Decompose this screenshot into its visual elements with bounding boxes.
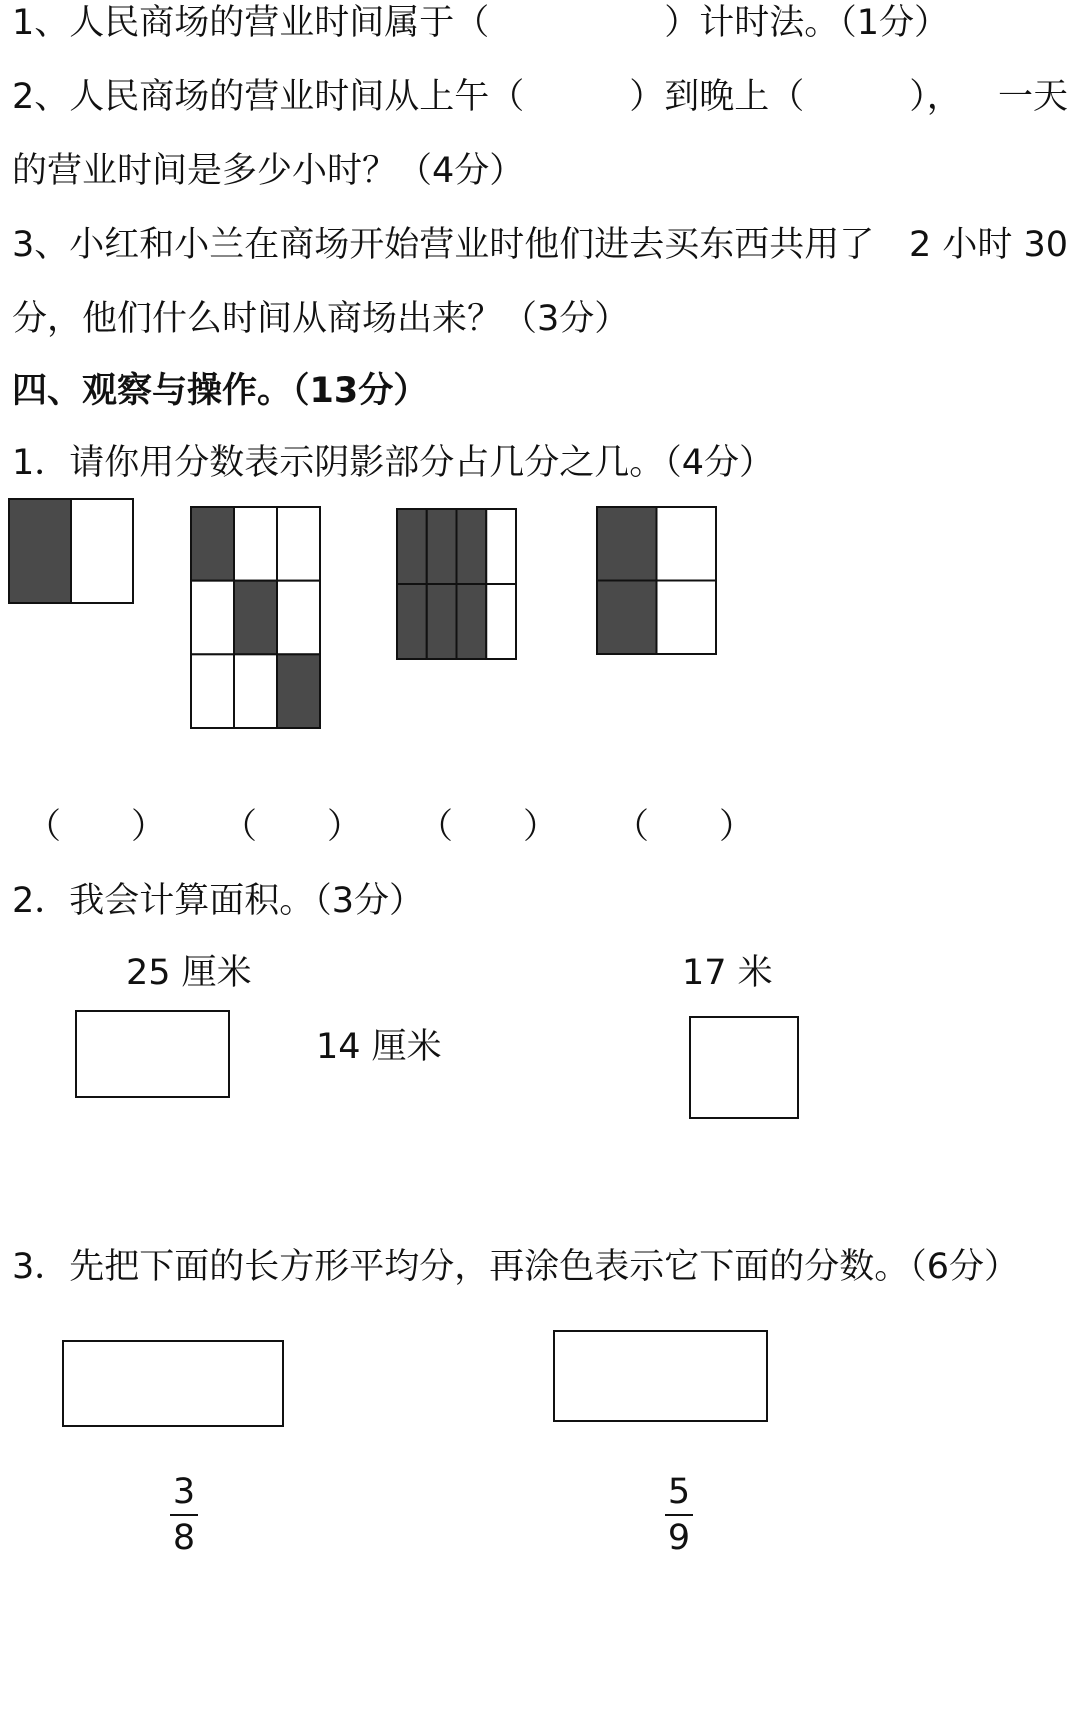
question-2-text-end: 一天 [997, 77, 1068, 117]
answer-blank-2[interactable]: （ ） [222, 807, 363, 847]
shaded-cell [397, 584, 427, 659]
question-3-line-2: 分，他们什么时间从商场出来？（3分） [12, 299, 630, 339]
shaded-cell [277, 654, 320, 728]
shaded-cell [457, 584, 487, 659]
blank-cell [486, 584, 516, 659]
blank-cell [234, 654, 277, 728]
area-square [689, 1016, 799, 1119]
blank-cell [277, 507, 320, 581]
fraction-denominator: 8 [172, 1518, 196, 1558]
subquestion-1-title: 1．请你用分数表示阴影部分占几分之几。（4分） [12, 443, 775, 483]
subquestion-3-title: 3．先把下面的长方形平均分，再涂色表示它下面的分数。（6分） [12, 1247, 1020, 1287]
fraction-3-8 [164, 1472, 204, 1558]
fraction-numerator: 5 [667, 1472, 691, 1512]
fraction-denominator: 9 [667, 1518, 691, 1558]
answer-blank-3[interactable]: （ ） [418, 807, 559, 847]
question-3-text-end: 2 小时 30 [908, 225, 1068, 265]
fraction-numerator: 3 [172, 1472, 196, 1512]
question-2-text: 2、人民商场的营业时间从上午（ ）到晚上（ ）， [12, 77, 962, 117]
shaded-cell [9, 499, 71, 603]
question-3-text: 3、小红和小兰在商场开始营业时他们进去买东西共用了 [12, 225, 875, 265]
answer-blank-1[interactable]: （ ） [26, 807, 167, 847]
blank-cell [657, 581, 717, 655]
shaded-cell [234, 581, 277, 655]
question-1: 1、人民商场的营业时间属于（ ）计时法。（1分） [12, 3, 950, 43]
fraction-figure-4 [596, 506, 717, 655]
fraction-figure-3 [396, 508, 517, 660]
shaded-cell [191, 507, 234, 581]
fraction-figure-2 [190, 506, 321, 729]
question-2-line-2: 的营业时间是多少小时？（4分） [12, 151, 525, 191]
subquestion-2-title: 2．我会计算面积。（3分） [12, 881, 425, 921]
question-3 [12, 224, 1068, 266]
blank-cell [486, 509, 516, 584]
divide-rectangle-1[interactable] [62, 1340, 284, 1427]
shaded-cell [597, 507, 657, 581]
rectangle-height-label: 14 厘米 [316, 1027, 442, 1067]
blank-cell [71, 499, 133, 603]
area-rectangle [75, 1010, 230, 1098]
fraction-bar [665, 1514, 693, 1516]
question-2 [12, 76, 1068, 118]
shaded-cell [457, 509, 487, 584]
section-4-title: 四、观察与操作。（13分） [12, 371, 429, 411]
shaded-cell [397, 509, 427, 584]
divide-rectangle-2[interactable] [553, 1330, 768, 1422]
shaded-cell [427, 509, 457, 584]
blank-cell [234, 507, 277, 581]
shaded-cell [597, 581, 657, 655]
fraction-bar [170, 1514, 198, 1516]
blank-cell [191, 654, 234, 728]
rectangle-width-label: 25 厘米 [126, 953, 252, 993]
fraction-5-9 [659, 1472, 699, 1558]
square-side-label: 17 米 [682, 953, 773, 993]
shaded-cell [427, 584, 457, 659]
answer-blank-4[interactable]: （ ） [614, 807, 755, 847]
blank-cell [277, 581, 320, 655]
fraction-figure-1 [8, 498, 134, 604]
blank-cell [657, 507, 717, 581]
blank-cell [191, 581, 234, 655]
